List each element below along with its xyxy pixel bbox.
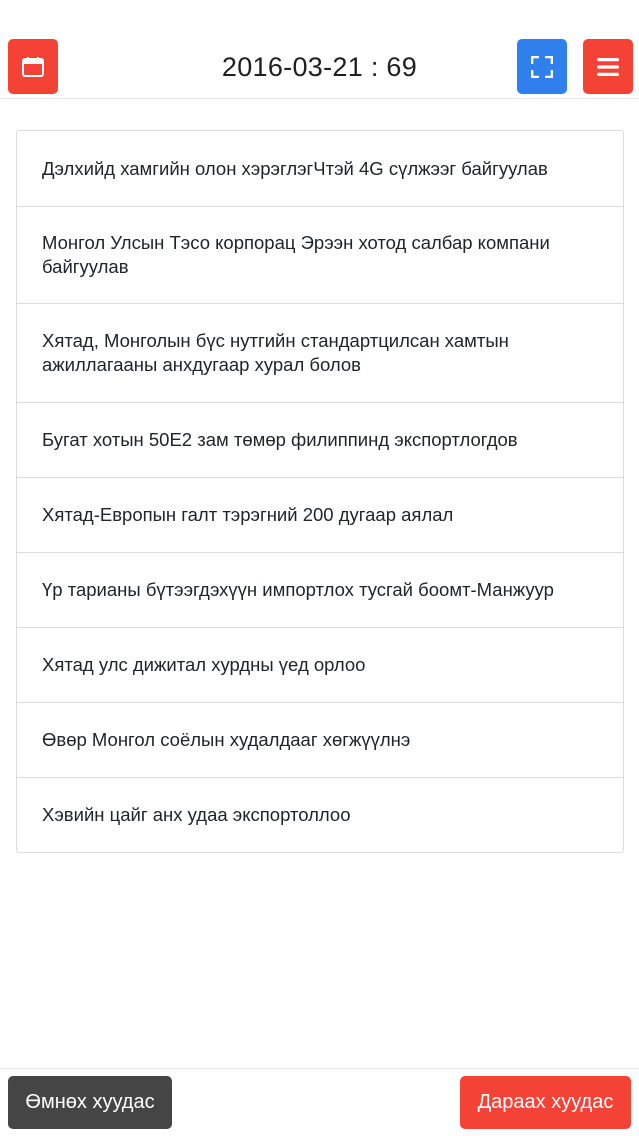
article-title: Хятад-Европын галт тэрэгний 200 дугаар аялал xyxy=(42,504,454,525)
list-item[interactable] xyxy=(17,206,623,303)
list-item[interactable] xyxy=(17,777,623,852)
fullscreen-button[interactable] xyxy=(517,39,567,94)
hamburger-menu-icon xyxy=(597,58,619,76)
list-item[interactable] xyxy=(17,303,623,402)
list-item[interactable] xyxy=(17,627,623,702)
bottom-bar xyxy=(0,1068,639,1136)
calendar-icon xyxy=(22,57,44,77)
list-item[interactable] xyxy=(17,402,623,477)
article-title: Үр тарианы бүтээгдэхүүн импортлох тусгай боомт-Манжуур xyxy=(42,579,554,600)
article-title: Монгол Улсын Тэсо корпорац Эрээн хотод салбар компани байгуулав xyxy=(42,232,550,277)
list-item[interactable] xyxy=(17,477,623,552)
article-title: Бугат хотын 50E2 зам төмөр филиппинд экспортлогдов xyxy=(42,429,518,450)
list-item[interactable] xyxy=(17,552,623,627)
article-title: Хятад улс дижитал хурдны үед орлоо xyxy=(42,654,366,675)
article-list xyxy=(16,130,624,853)
menu-button[interactable] xyxy=(583,39,633,94)
list-item[interactable] xyxy=(17,131,623,206)
article-title: Хятад, Монголын бүс нутгийн стандартцилсан хамтын ажиллагааны анхдугаар хурал болов xyxy=(42,330,509,375)
article-title: Хэвийн цайг анх удаа экспортоллоо xyxy=(42,804,351,825)
fullscreen-icon xyxy=(531,56,553,78)
calendar-button[interactable] xyxy=(8,39,58,94)
article-title: Дэлхийд хамгийн олон хэрэглэгЧтэй 4G сүлжээг байгуулав xyxy=(42,157,548,179)
previous-page-button[interactable]: Өмнөх хуудас xyxy=(8,1076,172,1129)
article-title: Өвөр Монгол соёлын худалдааг хөгжүүлнэ xyxy=(42,729,411,750)
top-bar xyxy=(0,0,639,99)
list-item[interactable] xyxy=(17,702,623,777)
next-page-button[interactable]: Дараах хуудас xyxy=(460,1076,631,1129)
page-title: 2016-03-21 : 69 xyxy=(221,52,418,82)
